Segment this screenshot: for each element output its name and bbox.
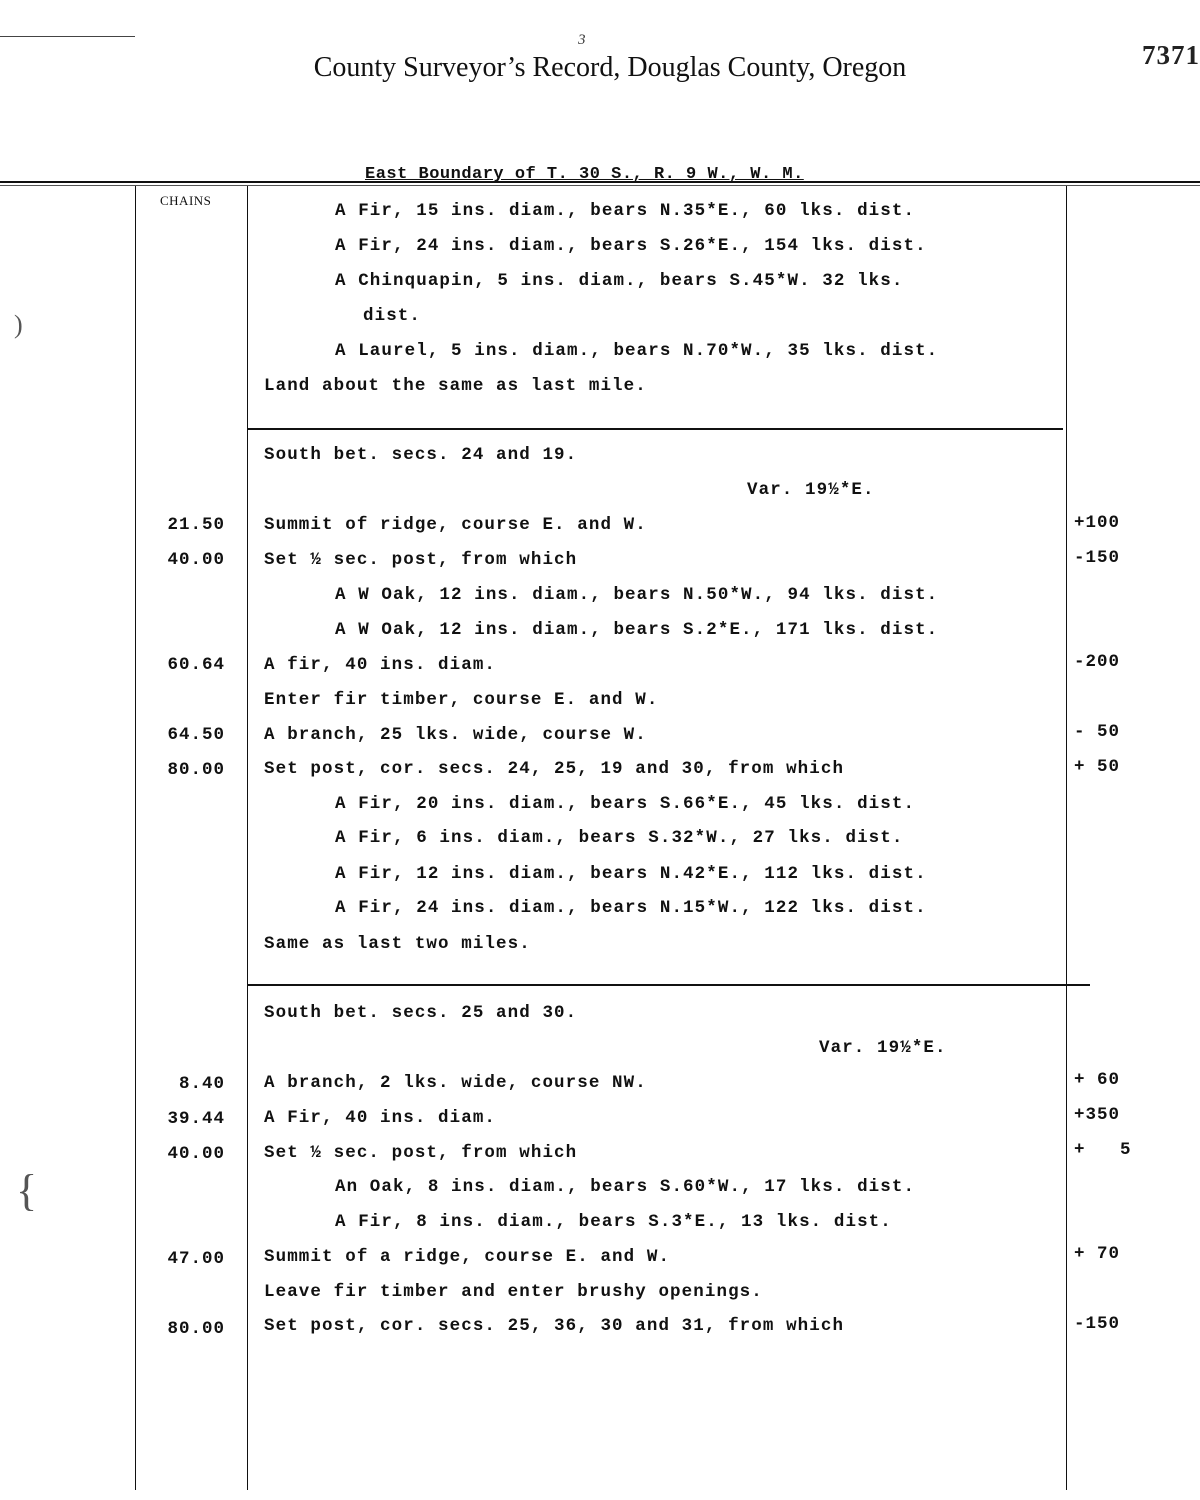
land-description: Land about the same as last mile. <box>264 376 647 396</box>
field-note: A branch, 2 lks. wide, course NW. <box>264 1073 647 1093</box>
elevation-value: -150 <box>1074 548 1121 568</box>
field-note: Set ½ sec. post, from which <box>264 550 578 570</box>
witness-tree-line: A Fir, 24 ins. diam., bears N.15*W., 122 lks. dist. <box>335 898 927 918</box>
line-title: South bet. secs. 25 and 30. <box>264 1003 578 1023</box>
elevation-value: +350 <box>1074 1105 1121 1125</box>
elevation-value: -200 <box>1074 652 1121 672</box>
chains-value: 80.00 <box>167 760 225 780</box>
chains-value: 21.50 <box>167 515 225 535</box>
field-note: A branch, 25 lks. wide, course W. <box>264 725 647 745</box>
witness-tree-line: A Fir, 8 ins. diam., bears S.3*E., 13 lks. dist. <box>335 1212 892 1232</box>
field-note: Set post, cor. secs. 24, 25, 19 and 30, from which <box>264 759 845 779</box>
witness-tree-line: A Fir, 24 ins. diam., bears S.26*E., 154 lks. dist. <box>335 236 927 256</box>
chains-column-label: CHAINS <box>160 193 212 208</box>
field-note: Leave fir timber and enter brushy openings. <box>264 1282 763 1302</box>
witness-tree-line: An Oak, 8 ins. diam., bears S.60*W., 17 lks. dist. <box>335 1177 916 1197</box>
field-note: A fir, 40 ins. diam. <box>264 655 497 675</box>
chains-value: 8.40 <box>178 1074 225 1094</box>
elevation-value: + 50 <box>1074 757 1121 777</box>
line-title: South bet. secs. 24 and 19. <box>264 445 578 465</box>
witness-tree-line: A Fir, 15 ins. diam., bears N.35*E., 60 lks. dist. <box>335 201 916 221</box>
chains-column-right-border <box>247 186 248 1490</box>
field-note: Enter fir timber, course E. and W. <box>264 690 659 710</box>
elevation-value: +100 <box>1074 513 1121 533</box>
elevation-value: -150 <box>1074 1314 1121 1334</box>
chains-value: 40.00 <box>167 550 225 570</box>
field-note: Summit of a ridge, course E. and W. <box>264 1247 671 1267</box>
witness-tree-line: A Fir, 6 ins. diam., bears S.32*W., 27 lks. dist. <box>335 828 904 848</box>
section-divider-1 <box>248 428 1063 430</box>
chains-value: 80.00 <box>167 1319 225 1339</box>
magnetic-variation: Var. 19½*E. <box>819 1038 947 1058</box>
witness-tree-line: A Fir, 20 ins. diam., bears S.66*E., 45 lks. dist. <box>335 794 916 814</box>
elevation-value: + 5 <box>1074 1140 1132 1160</box>
magnetic-variation: Var. 19½*E. <box>747 480 875 500</box>
field-note: A Fir, 40 ins. diam. <box>264 1108 497 1128</box>
chains-value: 47.00 <box>167 1249 225 1269</box>
elevation-value: - 50 <box>1074 722 1121 742</box>
chains-column-left-border <box>135 186 136 1490</box>
chains-value: 40.00 <box>167 1144 225 1164</box>
chains-value: 60.64 <box>167 655 225 675</box>
land-description: Same as last two miles. <box>264 934 531 954</box>
elevation-column-border <box>1066 186 1067 1490</box>
chains-value: 39.44 <box>167 1109 225 1129</box>
margin-mark: ) <box>14 310 23 339</box>
top-left-rule <box>0 36 135 37</box>
witness-tree-line: dist. <box>363 306 422 326</box>
section-divider-2 <box>248 984 1090 986</box>
header-rule-secondary <box>0 185 1200 186</box>
elevation-value: + 60 <box>1074 1070 1121 1090</box>
witness-tree-line: A Laurel, 5 ins. diam., bears N.70*W., 35 lks. dist. <box>335 341 939 361</box>
page-title: County Surveyor’s Record, Douglas County, Oregon <box>313 52 907 83</box>
witness-tree-line: A Fir, 12 ins. diam., bears N.42*E., 112 lks. dist. <box>335 864 927 884</box>
header-small-mark: 3 <box>578 32 586 48</box>
elevation-value: + 70 <box>1074 1244 1121 1264</box>
witness-tree-line: A W Oak, 12 ins. diam., bears S.2*E., 171 lks. dist. <box>335 620 939 640</box>
page-number: 7371 <box>1142 40 1200 70</box>
witness-tree-line: A Chinquapin, 5 ins. diam., bears S.45*W. 32 lks. <box>335 271 904 291</box>
section-heading: East Boundary of T. 30 S., R. 9 W., W. M. <box>365 165 804 184</box>
field-note: Set post, cor. secs. 25, 36, 30 and 31, from which <box>264 1316 845 1336</box>
field-note: Set ½ sec. post, from which <box>264 1143 578 1163</box>
field-note: Summit of ridge, course E. and W. <box>264 515 647 535</box>
chains-value: 64.50 <box>167 725 225 745</box>
margin-bracket: { <box>16 1166 38 1215</box>
witness-tree-line: A W Oak, 12 ins. diam., bears N.50*W., 94 lks. dist. <box>335 585 939 605</box>
